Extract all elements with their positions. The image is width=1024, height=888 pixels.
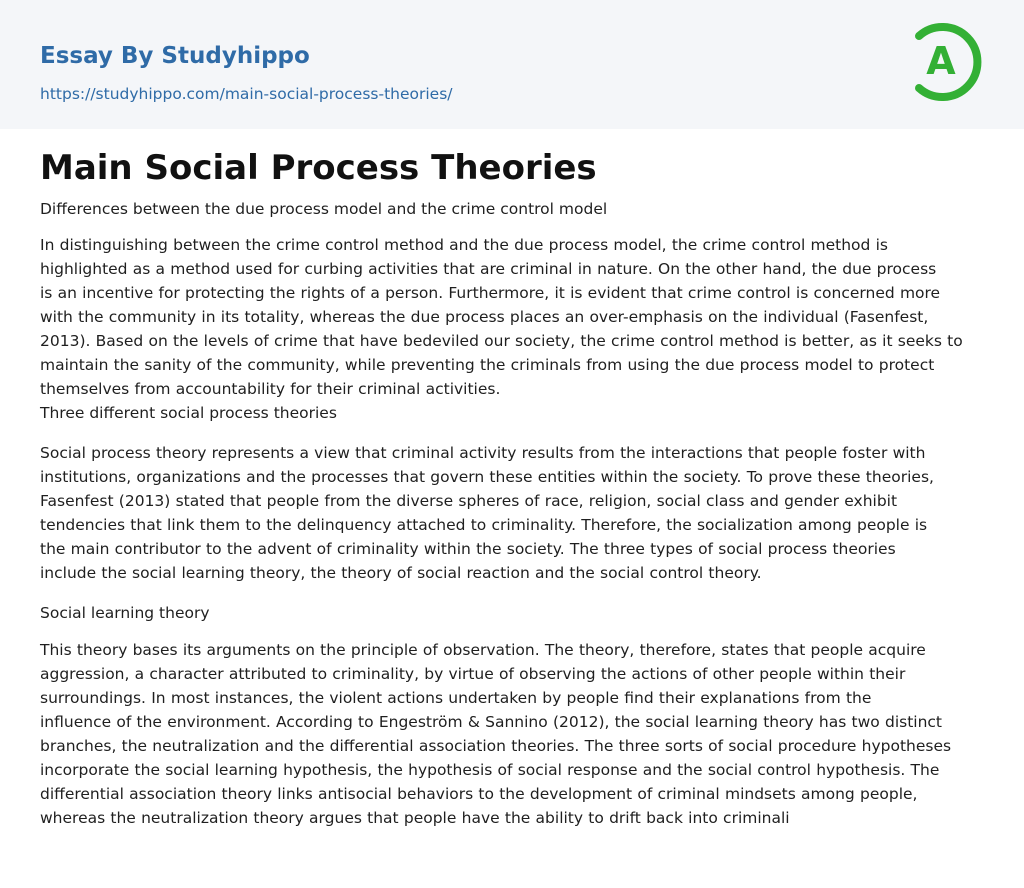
paragraph-social-learning: This theory bases its arguments on the principle of observation. The theory, therefore, states that people acquire aggression, a character attributed to criminality, by virtue of observing the actions of other people within their surroundings. In most instances, the violent actions undertaken by people find their explanations from the influence of the environment. According to Engeström & Sannino (2012), the social learning theory has two distinct branches, the neutralization and the differential association theories. The three sorts of social procedure hypotheses incorporate the social learning hypothesis, the hypothesis of social response and the social control hypothesis. The differential association theory links antisocial behaviors to the development of criminal mindsets among people, whereas the neutralization theory argues that people have the ability to drift back into criminali: [40, 641, 952, 827]
page-url-link[interactable]: https://studyhippo.com/main-social-process-theories/: [40, 85, 453, 103]
article: [0, 129, 1024, 830]
page-title: Main Social Process Theories: [40, 148, 597, 188]
site-brand[interactable]: Essay By Studyhippo: [40, 43, 310, 69]
paragraph-due-process: In distinguishing between the crime control method and the due process model, the crime control method is highlighted as a method used for curbing activities that are criminal in nature. On the other hand, the due process is an incentive for protecting the rights of a person. Furthermore, it is evident that crime control is concerned more with the community in its totality, whereas the due process places an over-emphasis on the individual (Fasenfest, 2013). Based on the levels of crime that have bedeviled our society, the crime control method is better, as it seeks to maintain the sanity of the community, while preventing the criminals from using the due process model to protect themselves from accountability for their criminal activities.: [40, 236, 963, 398]
logo-letter: A: [926, 39, 956, 83]
site-header: [0, 0, 1024, 129]
article-subtitle: Differences between the due process model and the crime control model: [40, 200, 608, 218]
section-heading-social-process: Three different social process theories: [40, 404, 337, 422]
paragraph-social-process: Social process theory represents a view that criminal activity results from the interactions that people foster with institutions, organizations and the processes that govern these entities within the society. To prove these theories, Fasenfest (2013) stated that people from the diverse spheres of race, religion, social class and gender exhibit tendencies that link them to the delinquency attached to criminality. Therefore, the socialization among people is the main contributor to the advent of criminality within the society. The three types of social process theories include the social learning theory, the theory of social reaction and the social control theory.: [40, 444, 934, 582]
studyhippo-logo-icon[interactable]: [908, 17, 990, 107]
section-heading-social-learning: Social learning theory: [40, 604, 210, 622]
